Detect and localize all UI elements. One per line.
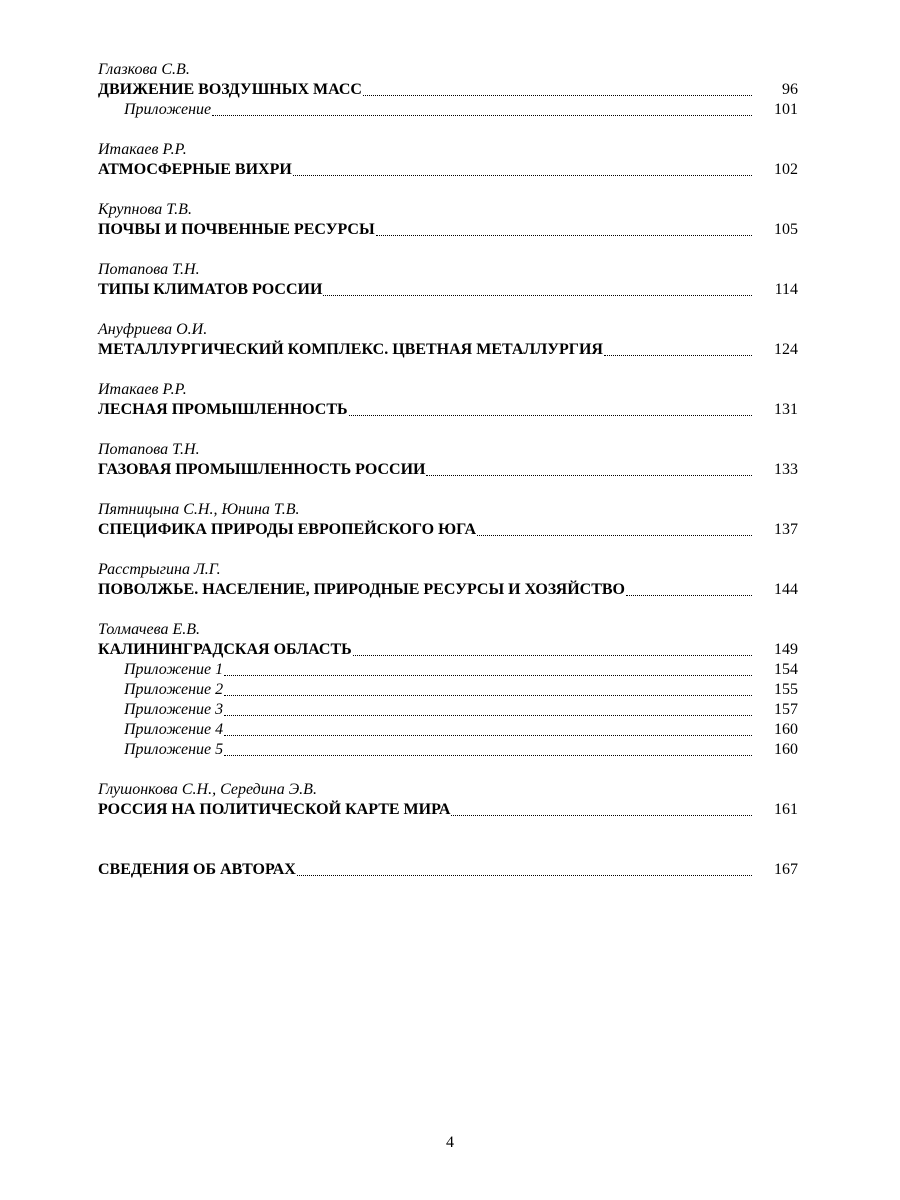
appendix-page-number: 154 bbox=[774, 661, 798, 678]
dot-leader bbox=[224, 734, 752, 736]
entry-title: СПЕЦИФИКА ПРИРОДЫ ЕВРОПЕЙСКОГО ЮГА bbox=[98, 521, 477, 538]
dot-leader bbox=[349, 414, 752, 416]
entry-line[interactable] bbox=[98, 520, 798, 540]
toc-entry bbox=[98, 500, 798, 540]
appendix-page-number: 160 bbox=[774, 721, 798, 738]
dot-leader bbox=[426, 474, 752, 476]
appendix-line[interactable] bbox=[98, 700, 798, 720]
toc-entry bbox=[98, 320, 798, 360]
toc-entry bbox=[98, 60, 798, 120]
entry-line[interactable] bbox=[98, 580, 798, 600]
entry-line[interactable] bbox=[98, 80, 798, 100]
appendix-line[interactable] bbox=[98, 740, 798, 760]
appendix-line[interactable] bbox=[98, 100, 798, 120]
dot-leader bbox=[297, 874, 752, 876]
appendix-line[interactable] bbox=[98, 680, 798, 700]
entry-title: ДВИЖЕНИЕ ВОЗДУШНЫХ МАСС bbox=[98, 81, 362, 98]
entry-line[interactable] bbox=[98, 280, 798, 300]
entry-title: АТМОСФЕРНЫЕ ВИХРИ bbox=[98, 161, 292, 178]
dot-leader bbox=[604, 354, 752, 356]
appendix-title: Приложение bbox=[124, 101, 212, 118]
entry-author: Расстрыгина Л.Г. bbox=[98, 561, 221, 578]
entry-title: РОССИЯ НА ПОЛИТИЧЕСКОЙ КАРТЕ МИРА bbox=[98, 801, 451, 818]
toc-entry bbox=[98, 200, 798, 240]
entry-page-number: 133 bbox=[774, 461, 798, 478]
dot-leader bbox=[224, 674, 752, 676]
entry-author: Итакаев Р.Р. bbox=[98, 141, 187, 158]
appendix-title: Приложение 1 bbox=[124, 661, 224, 678]
entry-title: СВЕДЕНИЯ ОБ АВТОРАХ bbox=[98, 861, 296, 878]
entry-page-number: 105 bbox=[774, 221, 798, 238]
entry-line[interactable] bbox=[98, 340, 798, 360]
appendix-page-number: 101 bbox=[774, 101, 798, 118]
toc-entry bbox=[98, 620, 798, 760]
entry-title: МЕТАЛЛУРГИЧЕСКИЙ КОМПЛЕКС. ЦВЕТНАЯ МЕТАЛЛУРГИЯ bbox=[98, 341, 603, 358]
entry-title: ГАЗОВАЯ ПРОМЫШЛЕННОСТЬ РОССИИ bbox=[98, 461, 426, 478]
dot-leader bbox=[353, 654, 752, 656]
entry-line[interactable] bbox=[98, 220, 798, 240]
entry-title: ТИПЫ КЛИМАТОВ РОССИИ bbox=[98, 281, 323, 298]
entry-page-number: 124 bbox=[774, 341, 798, 358]
entry-page-number: 114 bbox=[774, 281, 798, 298]
toc-entry bbox=[98, 440, 798, 480]
entry-page-number: 167 bbox=[774, 861, 798, 878]
appendix-title: Приложение 5 bbox=[124, 741, 224, 758]
entry-author: Итакаев Р.Р. bbox=[98, 381, 187, 398]
appendix-title: Приложение 3 bbox=[124, 701, 224, 718]
appendix-line[interactable] bbox=[98, 660, 798, 680]
appendix-page-number: 157 bbox=[774, 701, 798, 718]
table-of-contents bbox=[98, 60, 798, 900]
dot-leader bbox=[323, 294, 752, 296]
entry-title: ПОЧВЫ И ПОЧВЕННЫЕ РЕСУРСЫ bbox=[98, 221, 375, 238]
entry-author: Ануфриева О.И. bbox=[98, 321, 208, 338]
dot-leader bbox=[376, 234, 752, 236]
entry-author: Глушонкова С.Н., Середина Э.В. bbox=[98, 781, 317, 798]
entry-author: Потапова Т.Н. bbox=[98, 261, 200, 278]
entry-title: ЛЕСНАЯ ПРОМЫШЛЕННОСТЬ bbox=[98, 401, 348, 418]
dot-leader bbox=[224, 694, 752, 696]
appendix-page-number: 155 bbox=[774, 681, 798, 698]
entry-author: Толмачева Е.В. bbox=[98, 621, 201, 638]
entry-line[interactable] bbox=[98, 860, 798, 880]
entry-page-number: 161 bbox=[774, 801, 798, 818]
dot-leader bbox=[626, 594, 752, 596]
entry-title: ПОВОЛЖЬЕ. НАСЕЛЕНИЕ, ПРИРОДНЫЕ РЕСУРСЫ И ХОЗЯЙСТВО bbox=[98, 581, 625, 598]
entry-page-number: 96 bbox=[782, 81, 798, 98]
entry-author: Крупнова Т.В. bbox=[98, 201, 192, 218]
toc-entry bbox=[98, 140, 798, 180]
entry-author: Потапова Т.Н. bbox=[98, 441, 200, 458]
entry-page-number: 149 bbox=[774, 641, 798, 658]
entry-page-number: 137 bbox=[774, 521, 798, 538]
entry-page-number: 102 bbox=[774, 161, 798, 178]
entry-author: Пятницына С.Н., Юнина Т.В. bbox=[98, 501, 300, 518]
dot-leader bbox=[477, 534, 752, 536]
entry-page-number: 144 bbox=[774, 581, 798, 598]
entry-line[interactable] bbox=[98, 460, 798, 480]
entry-line[interactable] bbox=[98, 800, 798, 820]
toc-entry bbox=[98, 780, 798, 820]
dot-leader bbox=[212, 114, 752, 116]
entry-line[interactable] bbox=[98, 400, 798, 420]
appendix-title: Приложение 2 bbox=[124, 681, 224, 698]
dot-leader bbox=[451, 814, 752, 816]
dot-leader bbox=[363, 94, 752, 96]
toc-entry bbox=[98, 860, 798, 880]
toc-entry bbox=[98, 560, 798, 600]
entry-line[interactable] bbox=[98, 160, 798, 180]
dot-leader bbox=[224, 754, 752, 756]
entry-page-number: 131 bbox=[774, 401, 798, 418]
toc-entry bbox=[98, 260, 798, 300]
page-number: 4 bbox=[446, 1134, 454, 1151]
dot-leader bbox=[224, 714, 752, 716]
entry-title: КАЛИНИНГРАДСКАЯ ОБЛАСТЬ bbox=[98, 641, 352, 658]
appendix-title: Приложение 4 bbox=[124, 721, 224, 738]
appendix-page-number: 160 bbox=[774, 741, 798, 758]
entry-line[interactable] bbox=[98, 640, 798, 660]
dot-leader bbox=[293, 174, 752, 176]
toc-entry bbox=[98, 380, 798, 420]
appendix-line[interactable] bbox=[98, 720, 798, 740]
entry-author: Глазкова С.В. bbox=[98, 61, 190, 78]
